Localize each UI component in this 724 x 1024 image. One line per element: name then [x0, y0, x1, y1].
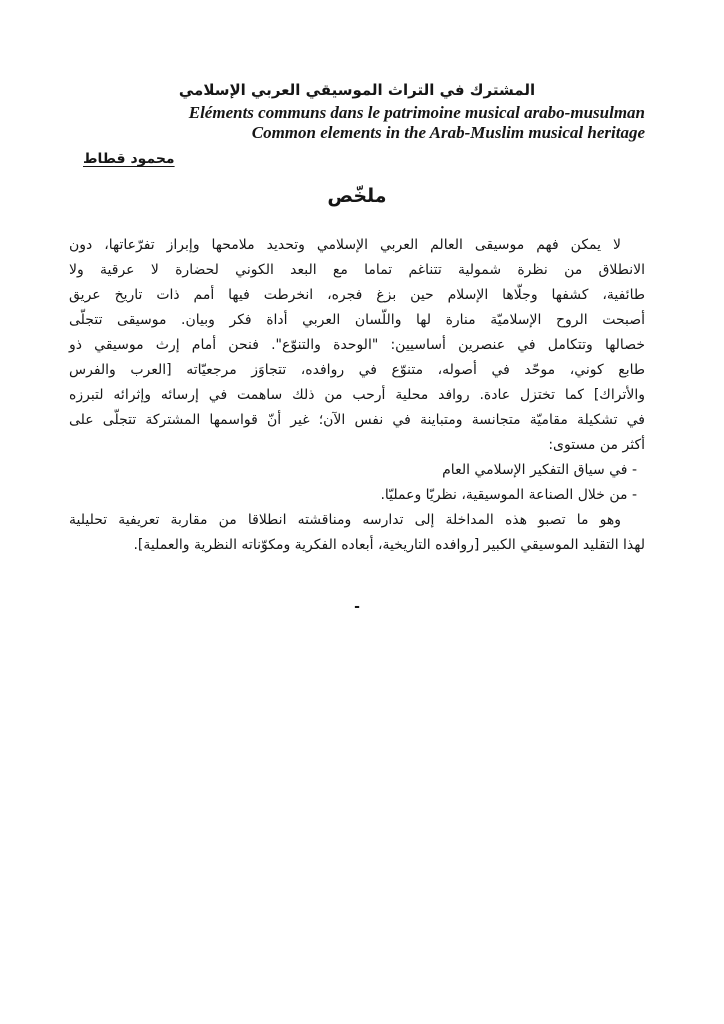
- title-arabic: المشترك في التراث الموسيقي العربي الإسلامي: [178, 81, 536, 99]
- paragraph1-line: الانطلاق من نظرة شمولية تتناغم تماما مع البعد الكوني لحضارة لا عرقية ولا: [69, 262, 645, 278]
- paragraph1-line: في تشكيلة مقاميّة متجانسة ومتباينة في نفس الآن؛ غير أنّ قواسمها المشتركة تتجلّى على: [69, 412, 645, 428]
- paragraph2-line: لهذا التقليد الموسيقي الكبير [روافده التاريخية، أبعاده الفكرية ومكوّناته النظرية والعملية].: [133, 537, 645, 553]
- abstract-paragraph-2: [69, 508, 645, 558]
- paragraph1-line: أكثر من مستوى:: [548, 437, 645, 453]
- paragraph1-line: والأتراك] كما تختزل عادة. روافد محلية أرحب من ذلك ساهمت في إرسائه وإثرائه لتبرزه: [69, 387, 645, 403]
- paragraph1-line: طائفية، كشفها وجلّاها الإسلام حين بزغ فجره، انخرطت فيها أمم ذات تاريخ عريق: [69, 287, 645, 303]
- author-name-text: محمود قطاط: [83, 151, 175, 167]
- paragraph1-line: خصالها وتتكامل في عنصرين أساسيين: "الوحدة والتنوّع". فنحن أمام إرث موسيقي ذو: [69, 337, 645, 353]
- paragraph2-line: وهو ما تصبو هذه المداخلة إلى تدارسه ومناقشته انطلاقا من مقاربة تعريفية تحليلية: [69, 512, 621, 528]
- page-number-mark: -: [354, 599, 360, 615]
- abstract-bullet-list: [69, 458, 645, 508]
- title-english: Common elements in the Arab-Muslim musical heritage: [251, 123, 645, 142]
- abstract-heading: ملخّص: [327, 185, 387, 207]
- paragraph1-line: لا يمكن فهم موسيقى العالم العربي الإسلامي وتحديد ملامحها وإبراز تفرّعاتها، دون: [69, 237, 621, 253]
- paragraph1-line: أصبحت الروح الإسلاميّة منارة لها واللّسان العربي أداة فكر وبيان. موسيقى تتجلّى: [69, 312, 645, 328]
- author-name: [69, 149, 645, 169]
- bullet-item: - من خلال الصناعة الموسيقية، نظريّا وعمليّا.: [380, 487, 637, 503]
- abstract-paragraph-1: [69, 233, 645, 458]
- paragraph1-line: طابع كوني، موحّد في أصوله، متنوّع في روافده، تتجاوَز مرجعيّاته [العرب والفرس: [69, 362, 645, 378]
- title-french: Eléments communs dans le patrimoine musical arabo-musulman: [188, 103, 645, 122]
- bullet-item: - في سياق التفكير الإسلامي العام: [442, 462, 637, 478]
